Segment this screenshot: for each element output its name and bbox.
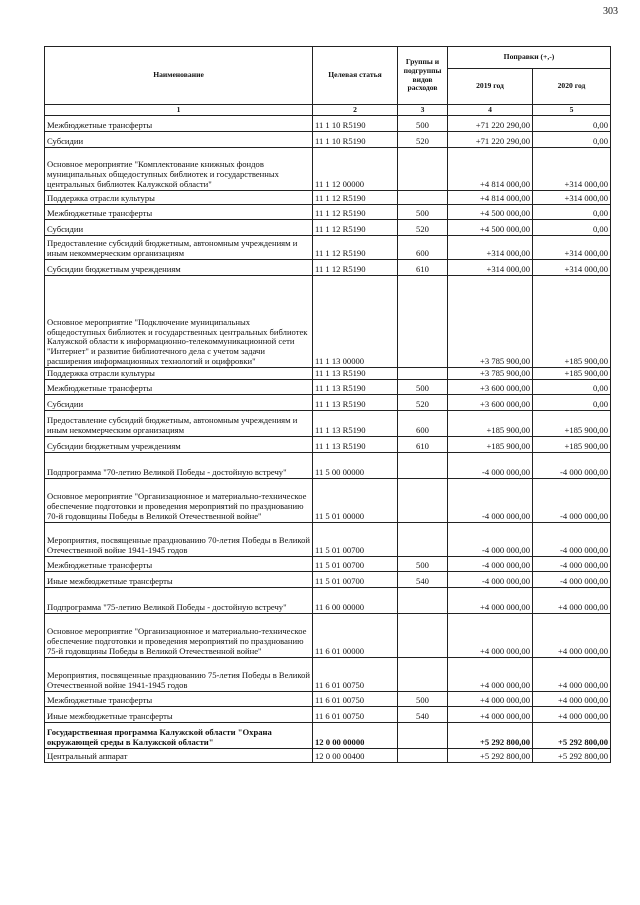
row-amount-2020: 0,00 — [533, 380, 611, 395]
table-row — [45, 453, 611, 479]
row-group-code — [398, 148, 448, 191]
row-amount-2020: +4 000 000,00 — [533, 692, 611, 707]
row-group-code: 500 — [398, 205, 448, 220]
header-groups: Группы и подгруппы видов расходов — [398, 47, 448, 105]
header-target: Целевая статья — [313, 47, 398, 105]
row-amount-2020: +4 000 000,00 — [533, 707, 611, 723]
row-target-code: 11 6 01 00750 — [313, 692, 398, 707]
row-amount-2019: +4 814 000,00 — [448, 148, 533, 191]
row-name: Межбюджетные трансферты — [45, 205, 313, 220]
column-number: 3 — [398, 105, 448, 116]
row-amount-2019: -4 000 000,00 — [448, 557, 533, 572]
row-target-code: 11 1 13 R5190 — [313, 380, 398, 395]
row-target-code: 11 6 01 00750 — [313, 707, 398, 723]
row-group-code: 500 — [398, 380, 448, 395]
row-amount-2020: +4 000 000,00 — [533, 658, 611, 692]
table-row — [45, 260, 611, 276]
row-amount-2019: -4 000 000,00 — [448, 523, 533, 557]
row-amount-2019: +4 000 000,00 — [448, 692, 533, 707]
row-amount-2019: +3 600 000,00 — [448, 395, 533, 411]
table-row — [45, 479, 611, 523]
row-name: Межбюджетные трансферты — [45, 116, 313, 132]
row-amount-2020: +314 000,00 — [533, 260, 611, 276]
row-amount-2019: +185 900,00 — [448, 437, 533, 453]
row-name: Субсидии — [45, 132, 313, 148]
row-target-code: 11 1 10 R5190 — [313, 132, 398, 148]
table-row — [45, 572, 611, 588]
table-row — [45, 276, 611, 368]
row-amount-2019: +4 000 000,00 — [448, 614, 533, 658]
row-group-code — [398, 588, 448, 614]
header-year-2019: 2019 год — [448, 69, 533, 105]
header-year-2020: 2020 год — [533, 69, 611, 105]
row-amount-2019: -4 000 000,00 — [448, 453, 533, 479]
row-group-code — [398, 523, 448, 557]
table-row — [45, 395, 611, 411]
row-amount-2020: +314 000,00 — [533, 191, 611, 205]
row-name: Основное мероприятие "Комплектование книжных фондов муниципальных общедоступных библиотек и государственных центральных библиотек Калужской области" — [45, 148, 313, 191]
row-target-code: 11 1 12 R5190 — [313, 191, 398, 205]
row-target-code: 11 1 13 R5190 — [313, 368, 398, 380]
table-row — [45, 132, 611, 148]
row-target-code: 11 1 12 00000 — [313, 148, 398, 191]
row-amount-2020: -4 000 000,00 — [533, 523, 611, 557]
row-group-code: 540 — [398, 707, 448, 723]
row-group-code — [398, 191, 448, 205]
table-header — [45, 47, 611, 116]
row-amount-2019: +4 500 000,00 — [448, 205, 533, 220]
header-changes: Поправки (+,-) — [448, 47, 611, 69]
row-amount-2020: +4 000 000,00 — [533, 614, 611, 658]
table-row — [45, 191, 611, 205]
table-row — [45, 707, 611, 723]
table-row — [45, 205, 611, 220]
table-row — [45, 749, 611, 763]
column-numbers-row — [45, 105, 611, 116]
row-name: Основное мероприятие "Подключение муниципальных общедоступных библиотек и государственных центральных библиотек Калужской области к информационно-телекоммуникационной сети "Интернет" и развитие библиотечного дела с учетом задачи расширения информационных технологий и оцифровки" — [45, 276, 313, 368]
row-group-code: 500 — [398, 557, 448, 572]
column-number: 2 — [313, 105, 398, 116]
row-amount-2019: +71 220 290,00 — [448, 116, 533, 132]
row-target-code: 12 0 00 00400 — [313, 749, 398, 763]
row-amount-2020: +314 000,00 — [533, 236, 611, 260]
row-amount-2019: +185 900,00 — [448, 411, 533, 437]
row-group-code: 610 — [398, 260, 448, 276]
row-target-code: 11 1 12 R5190 — [313, 205, 398, 220]
row-amount-2020: +5 292 800,00 — [533, 749, 611, 763]
row-amount-2019: -4 000 000,00 — [448, 479, 533, 523]
row-amount-2020: +185 900,00 — [533, 368, 611, 380]
row-group-code: 520 — [398, 132, 448, 148]
row-amount-2020: 0,00 — [533, 205, 611, 220]
row-amount-2019: +314 000,00 — [448, 236, 533, 260]
row-name: Подпрограмма "70-летию Великой Победы - достойную встречу" — [45, 453, 313, 479]
row-name: Межбюджетные трансферты — [45, 557, 313, 572]
table-row — [45, 614, 611, 658]
row-name: Субсидии — [45, 395, 313, 411]
row-name: Мероприятия, посвященные празднованию 70-летия Победы в Великой Отечественной войне 1941-1945 годов — [45, 523, 313, 557]
row-amount-2019: +4 814 000,00 — [448, 191, 533, 205]
page-number: 303 — [603, 6, 618, 17]
table-row — [45, 557, 611, 572]
row-name: Предоставление субсидий бюджетным, автономным учреждениям и иным некоммерческим организациям — [45, 411, 313, 437]
row-amount-2019: +314 000,00 — [448, 260, 533, 276]
row-amount-2020: +185 900,00 — [533, 437, 611, 453]
table-row — [45, 437, 611, 453]
row-group-code: 540 — [398, 572, 448, 588]
budget-amendments-table — [44, 46, 611, 763]
row-amount-2020: -4 000 000,00 — [533, 453, 611, 479]
row-group-code: 520 — [398, 220, 448, 236]
table-body — [45, 116, 611, 763]
row-amount-2020: +314 000,00 — [533, 148, 611, 191]
table-row — [45, 723, 611, 749]
row-target-code: 11 1 13 R5190 — [313, 411, 398, 437]
table-row — [45, 220, 611, 236]
row-amount-2019: +5 292 800,00 — [448, 749, 533, 763]
row-amount-2019: +3 600 000,00 — [448, 380, 533, 395]
row-name: Поддержка отрасли культуры — [45, 368, 313, 380]
row-group-code: 600 — [398, 236, 448, 260]
column-number: 4 — [448, 105, 533, 116]
row-amount-2019: -4 000 000,00 — [448, 572, 533, 588]
row-group-code — [398, 723, 448, 749]
row-group-code: 610 — [398, 437, 448, 453]
table-row — [45, 523, 611, 557]
row-group-code — [398, 453, 448, 479]
row-target-code: 11 6 00 00000 — [313, 588, 398, 614]
row-target-code: 11 6 01 00750 — [313, 658, 398, 692]
row-target-code: 11 5 01 00700 — [313, 572, 398, 588]
row-target-code: 11 1 13 R5190 — [313, 437, 398, 453]
row-amount-2019: +71 220 290,00 — [448, 132, 533, 148]
column-number: 1 — [45, 105, 313, 116]
row-target-code: 11 5 01 00700 — [313, 557, 398, 572]
row-name: Субсидии — [45, 220, 313, 236]
row-amount-2020: +5 292 800,00 — [533, 723, 611, 749]
row-group-code — [398, 749, 448, 763]
row-amount-2020: 0,00 — [533, 116, 611, 132]
column-number: 5 — [533, 105, 611, 116]
row-target-code: 11 1 13 R5190 — [313, 395, 398, 411]
row-name: Поддержка отрасли культуры — [45, 191, 313, 205]
row-amount-2019: +4 000 000,00 — [448, 658, 533, 692]
row-group-code — [398, 276, 448, 368]
row-amount-2020: -4 000 000,00 — [533, 557, 611, 572]
row-amount-2020: +4 000 000,00 — [533, 588, 611, 614]
row-name: Иные межбюджетные трансферты — [45, 572, 313, 588]
row-target-code: 11 5 00 00000 — [313, 453, 398, 479]
row-name: Субсидии бюджетным учреждениям — [45, 260, 313, 276]
row-target-code: 11 1 10 R5190 — [313, 116, 398, 132]
row-amount-2019: +3 785 900,00 — [448, 276, 533, 368]
row-group-code — [398, 479, 448, 523]
row-target-code: 11 1 13 00000 — [313, 276, 398, 368]
row-name: Основное мероприятие "Организационное и материально-техническое обеспечение подготовки и проведения мероприятий по празднованию 75-й годовщины Победы в Великой Отечественной войне" — [45, 614, 313, 658]
row-target-code: 11 6 01 00000 — [313, 614, 398, 658]
row-group-code: 600 — [398, 411, 448, 437]
row-name: Подпрограмма "75-летию Великой Победы - достойную встречу" — [45, 588, 313, 614]
row-amount-2019: +5 292 800,00 — [448, 723, 533, 749]
row-group-code — [398, 368, 448, 380]
row-amount-2020: +185 900,00 — [533, 411, 611, 437]
table-row — [45, 236, 611, 260]
row-amount-2020: +185 900,00 — [533, 276, 611, 368]
row-amount-2020: 0,00 — [533, 132, 611, 148]
table-row — [45, 148, 611, 191]
row-name: Мероприятия, посвященные празднованию 75-летия Победы в Великой Отечественной войне 1941-1945 годов — [45, 658, 313, 692]
row-amount-2019: +4 000 000,00 — [448, 588, 533, 614]
row-name: Субсидии бюджетным учреждениям — [45, 437, 313, 453]
row-amount-2020: -4 000 000,00 — [533, 479, 611, 523]
table-row — [45, 658, 611, 692]
row-name: Межбюджетные трансферты — [45, 380, 313, 395]
table-row — [45, 380, 611, 395]
row-name: Межбюджетные трансферты — [45, 692, 313, 707]
table-row — [45, 411, 611, 437]
row-name: Иные межбюджетные трансферты — [45, 707, 313, 723]
row-group-code: 520 — [398, 395, 448, 411]
row-target-code: 11 1 12 R5190 — [313, 236, 398, 260]
row-target-code: 11 5 01 00700 — [313, 523, 398, 557]
table-row — [45, 368, 611, 380]
row-amount-2019: +3 785 900,00 — [448, 368, 533, 380]
row-name: Центральный аппарат — [45, 749, 313, 763]
header-name: Наименование — [45, 47, 313, 105]
row-target-code: 11 1 12 R5190 — [313, 220, 398, 236]
row-name: Основное мероприятие "Организационное и материально-техническое обеспечение подготовки и проведения мероприятий по празднованию 70-й годовщины Победы в Великой Отечественной войне" — [45, 479, 313, 523]
row-amount-2019: +4 000 000,00 — [448, 707, 533, 723]
row-amount-2019: +4 500 000,00 — [448, 220, 533, 236]
row-amount-2020: 0,00 — [533, 395, 611, 411]
row-name: Предоставление субсидий бюджетным, автономным учреждениям и иным некоммерческим организациям — [45, 236, 313, 260]
row-group-code: 500 — [398, 692, 448, 707]
row-target-code: 11 5 01 00000 — [313, 479, 398, 523]
row-group-code: 500 — [398, 116, 448, 132]
table-row — [45, 692, 611, 707]
row-target-code: 12 0 00 00000 — [313, 723, 398, 749]
table-row — [45, 116, 611, 132]
row-name: Государственная программа Калужской области "Охрана окружающей среды в Калужской области" — [45, 723, 313, 749]
row-group-code — [398, 658, 448, 692]
row-target-code: 11 1 12 R5190 — [313, 260, 398, 276]
row-amount-2020: -4 000 000,00 — [533, 572, 611, 588]
row-group-code — [398, 614, 448, 658]
row-amount-2020: 0,00 — [533, 220, 611, 236]
table-row — [45, 588, 611, 614]
